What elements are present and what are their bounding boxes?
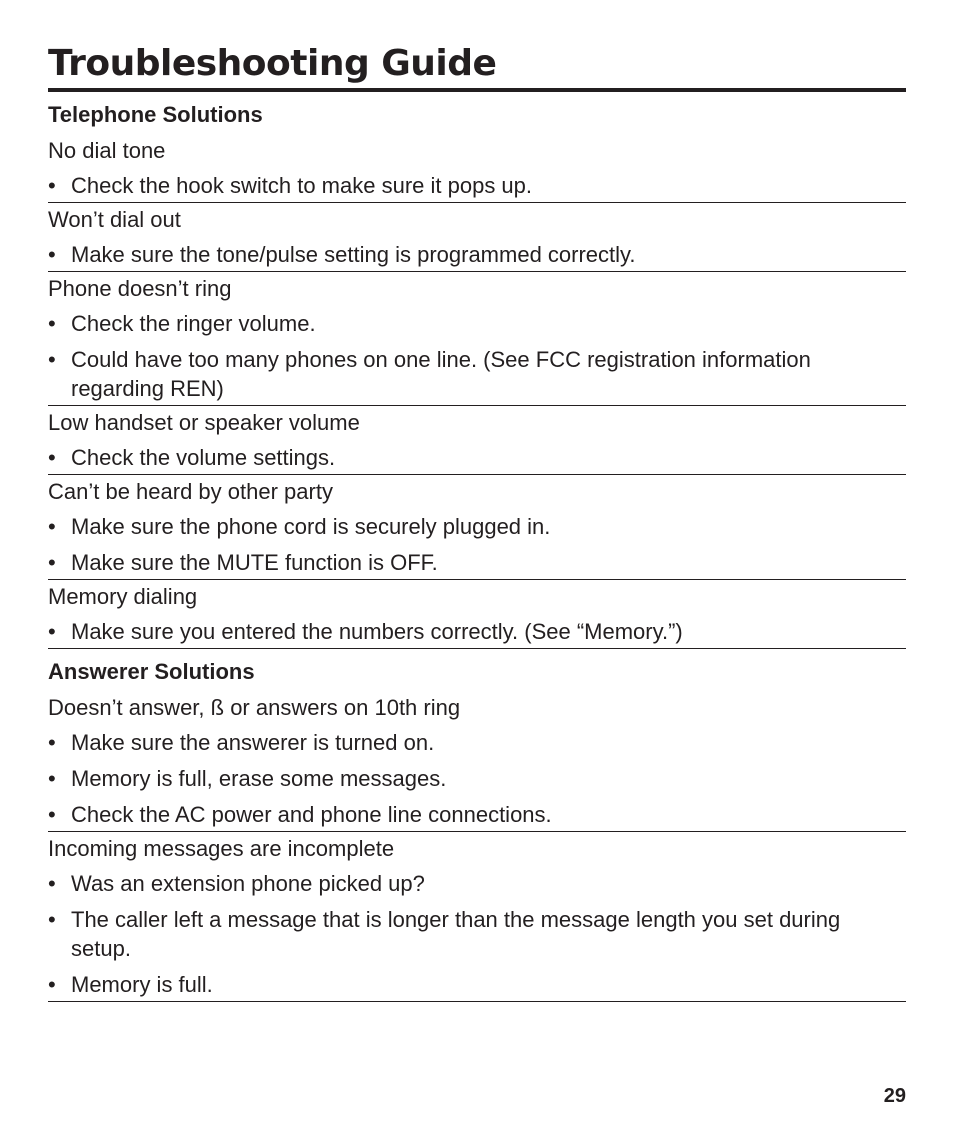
- problem-group: [48, 134, 906, 203]
- bullet-icon: •: [48, 972, 56, 997]
- bullet-icon: •: [48, 730, 56, 755]
- section-heading: Telephone Solutions: [48, 102, 263, 127]
- solution-item: [48, 869, 906, 898]
- solution-text: Check the ringer volume.: [71, 311, 316, 336]
- problem-title: Phone doesn’t ring: [48, 276, 232, 301]
- solution-item: [48, 171, 906, 200]
- bullet-icon: •: [48, 173, 56, 198]
- solution-item: [48, 728, 906, 757]
- bullet-icon: •: [48, 514, 56, 539]
- solution-list: [48, 869, 906, 1001]
- bullet-icon: •: [48, 347, 56, 372]
- solution-list: [48, 171, 906, 202]
- solution-text: Check the AC power and phone line connections.: [71, 802, 552, 827]
- solution-list: [48, 443, 906, 474]
- sections-container: [48, 102, 906, 1002]
- solution-text: The caller left a message that is longer than the message length you set during setup.: [71, 907, 841, 961]
- problem-title: Incoming messages are incomplete: [48, 836, 395, 861]
- solution-item: [48, 905, 906, 963]
- solution-list: [48, 617, 906, 648]
- problem-group: [48, 406, 906, 475]
- solution-list: [48, 240, 906, 271]
- bullet-icon: •: [48, 871, 56, 896]
- problem-title: Can’t be heard by other party: [48, 479, 333, 504]
- solution-text: Check the hook switch to make sure it pops up.: [71, 173, 533, 198]
- solution-text: Make sure the phone cord is securely plugged in.: [71, 514, 551, 539]
- problem-title: Won’t dial out: [48, 207, 181, 232]
- problem-group: [48, 272, 906, 406]
- solution-item: [48, 800, 906, 829]
- problem-group: [48, 580, 906, 649]
- solution-item: [48, 443, 906, 472]
- solution-item: [48, 345, 906, 403]
- bullet-icon: •: [48, 802, 56, 827]
- solution-text: Make sure the MUTE function is OFF.: [71, 550, 438, 575]
- solution-list: [48, 309, 906, 405]
- problem-title: Doesn’t answer, ß or answers on 10th ring: [48, 695, 461, 720]
- solution-list: [48, 728, 906, 831]
- bullet-icon: •: [48, 619, 56, 644]
- page-number: 29: [883, 1085, 906, 1107]
- solution-item: [48, 617, 906, 646]
- solution-item: [48, 512, 906, 541]
- problem-title: Low handset or speaker volume: [48, 410, 360, 435]
- solution-text: Memory is full, erase some messages.: [71, 766, 447, 791]
- problem-group: [48, 203, 906, 272]
- problem-title: Memory dialing: [48, 584, 198, 609]
- page-content: [48, 40, 906, 1002]
- bullet-icon: •: [48, 445, 56, 470]
- solution-text: Was an extension phone picked up?: [71, 871, 425, 896]
- problem-group: [48, 475, 906, 580]
- solution-item: [48, 240, 906, 269]
- bullet-icon: •: [48, 907, 56, 932]
- problem-title: No dial tone: [48, 138, 166, 163]
- problem-group: [48, 691, 906, 832]
- page-title: Troubleshooting Guide: [48, 40, 906, 92]
- solution-text: Make sure you entered the numbers correctly. (See “Memory.”): [71, 619, 683, 644]
- solution-text: Memory is full.: [71, 972, 213, 997]
- solution-text: Check the volume settings.: [71, 445, 336, 470]
- solution-list: [48, 512, 906, 579]
- section-heading: Answerer Solutions: [48, 659, 255, 684]
- solution-item: [48, 309, 906, 338]
- bullet-icon: •: [48, 311, 56, 336]
- section-1: [48, 659, 906, 1002]
- solution-text: Make sure the tone/pulse setting is programmed correctly.: [71, 242, 636, 267]
- solution-text: Could have too many phones on one line. (See FCC registration information regarding REN): [71, 347, 811, 401]
- section-0: [48, 102, 906, 649]
- bullet-icon: •: [48, 766, 56, 791]
- solution-item: [48, 970, 906, 999]
- bullet-icon: •: [48, 550, 56, 575]
- problem-group: [48, 832, 906, 1002]
- solution-item: [48, 548, 906, 577]
- bullet-icon: •: [48, 242, 56, 267]
- solution-text: Make sure the answerer is turned on.: [71, 730, 435, 755]
- solution-item: [48, 764, 906, 793]
